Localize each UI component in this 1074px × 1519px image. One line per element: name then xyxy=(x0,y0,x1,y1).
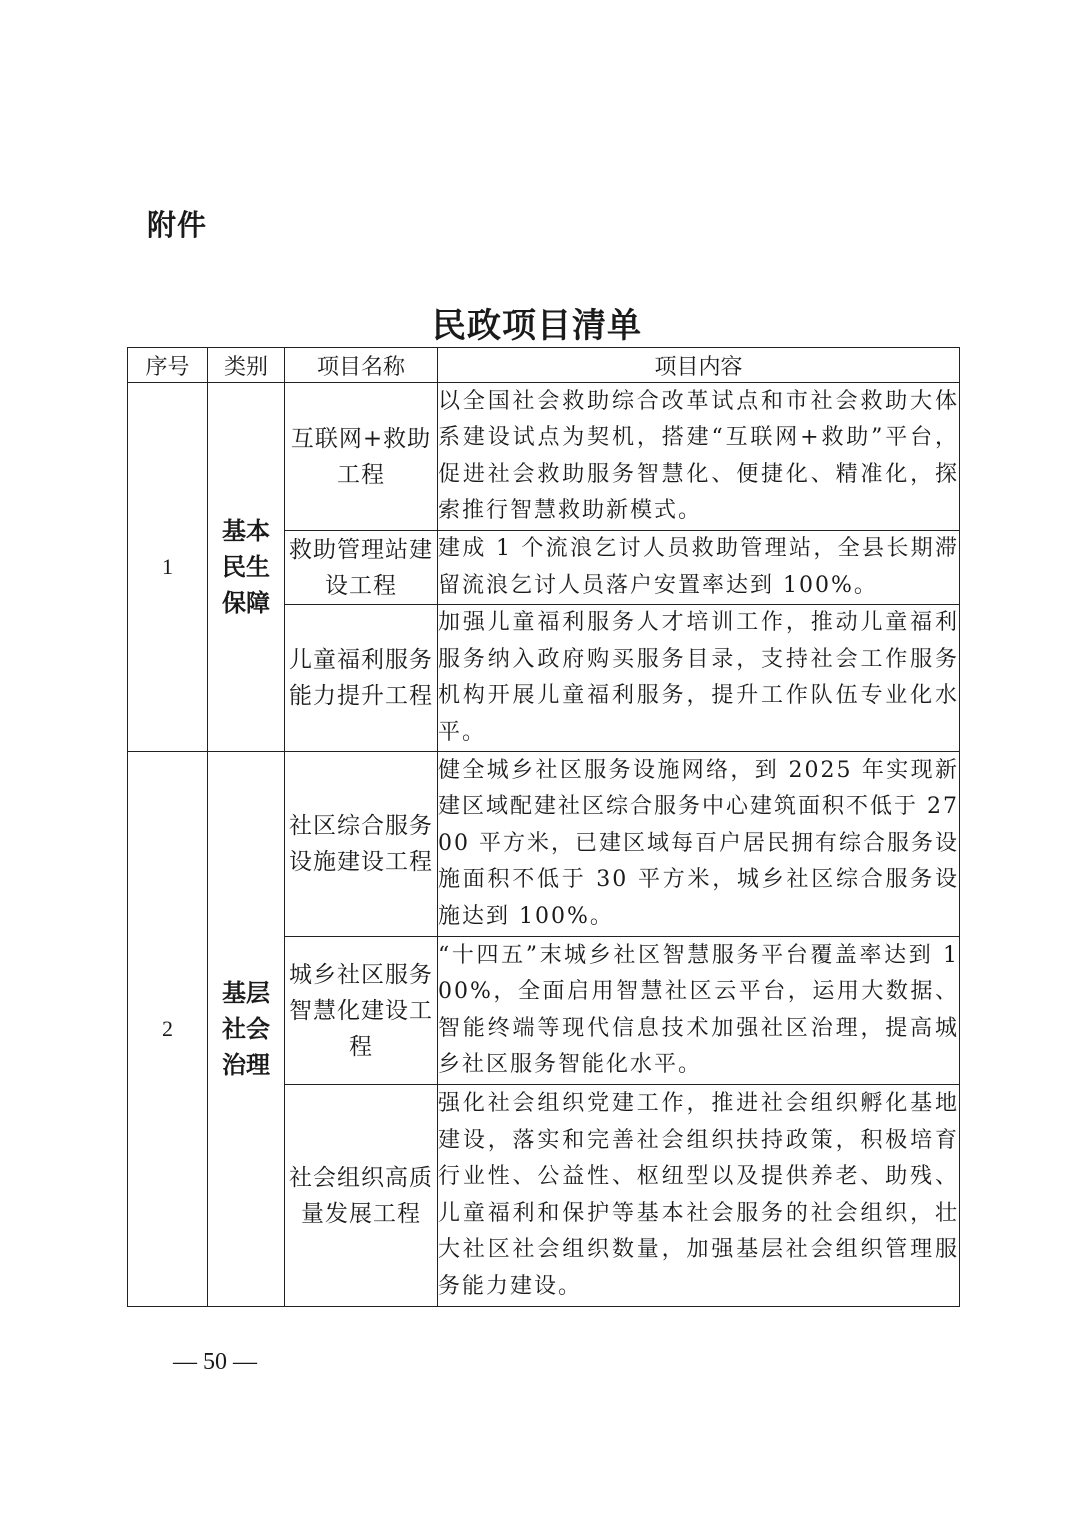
header-content: 项目内容 xyxy=(438,348,960,383)
project-name: 城乡社区服务智慧化建设工程 xyxy=(285,937,438,1085)
project-name: 救助管理站建设工程 xyxy=(285,531,438,605)
page-title: 民政项目清单 xyxy=(432,306,642,346)
project-content: 强化社会组织党建工作，推进社会组织孵化基地建设，落实和完善社会组织扶持政策，积极培育行业性、公益性、枢纽型以及提供养老、助残、儿童福利和保护等基本社会服务的社会组织，壮大社区社会组织数量，加强基层社会组织管理服务能力建设。 xyxy=(438,1085,960,1307)
project-content: 加强儿童福利服务人才培训工作，推动儿童福利服务纳入政府购买服务目录，支持社会工作服务机构开展儿童福利服务，提升工作队伍专业化水平。 xyxy=(438,605,960,752)
project-content: “十四五”末城乡社区智慧服务平台覆盖率达到 100%，全面启用智慧社区云平台，运用大数据、智能终端等现代信息技术加强社区治理，提高城乡社区服务智能化水平。 xyxy=(438,937,960,1085)
project-name: 儿童福利服务能力提升工程 xyxy=(285,605,438,752)
table-header-row xyxy=(128,348,960,383)
header-category: 类别 xyxy=(208,348,285,383)
table-row xyxy=(128,383,960,531)
project-content: 以全国社会救助综合改革试点和市社会救助大体系建设试点为契机，搭建“互联网+救助”平台，促进社会救助服务智慧化、便捷化、精准化，探索推行智慧救助新模式。 xyxy=(438,383,960,531)
header-name: 项目名称 xyxy=(285,348,438,383)
group-seq: 1 xyxy=(128,383,208,752)
project-content: 健全城乡社区服务设施网络，到 2025 年实现新建区域配建社区综合服务中心建筑面积不低于 2700 平方米，已建区域每百户居民拥有综合服务设施面积不低于 30 平方米，城乡社区综合服务设施达到 100%。 xyxy=(438,752,960,937)
group-category xyxy=(208,383,285,752)
project-name: 互联网+救助工程 xyxy=(285,383,438,531)
project-name: 社区综合服务设施建设工程 xyxy=(285,752,438,937)
group-category xyxy=(208,752,285,1307)
group-category-label: 基本民生保障 xyxy=(222,517,270,617)
project-name: 社会组织高质量发展工程 xyxy=(285,1085,438,1307)
group-seq: 2 xyxy=(128,752,208,1307)
project-content: 建成 1 个流浪乞讨人员救助管理站，全县长期滞留流浪乞讨人员落户安置率达到 100%。 xyxy=(438,531,960,605)
attachment-label: 附件 xyxy=(147,208,208,242)
table-row xyxy=(128,752,960,937)
page-number: — 50 — xyxy=(173,1349,257,1375)
project-table xyxy=(127,347,960,1307)
header-seq: 序号 xyxy=(128,348,208,383)
group-category-label: 基层社会治理 xyxy=(222,979,270,1079)
